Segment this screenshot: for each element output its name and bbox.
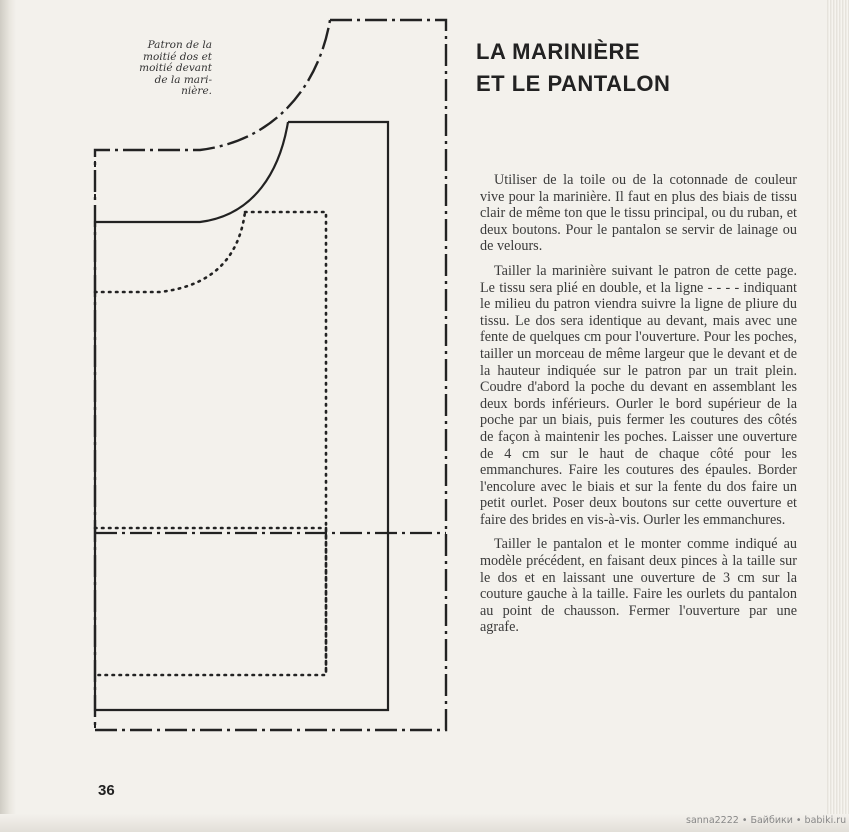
pattern-middle-outline [95, 122, 388, 710]
pattern-caption: Patron de la moitié dos et moitié devant de la mari- nière. [139, 39, 212, 97]
pattern-inner-outline [95, 212, 326, 675]
instructions-text [480, 172, 797, 644]
title-line-2: ET LE PANTALON [476, 71, 671, 96]
paragraph-mariniere: Tailler la marinière suivant le patron de cette page. Le tissu sera plié en double, et la ligne - - - - indiquant le milieu du patron viendra suivre la ligne de pliure du tissu. Le dos sera identique au devant, mais avec une fente de quelques cm pour l'ouverture. Pour les poches, tailler un morceau de même largeur que le devant et de la hauteur indiquée sur le patron par un trait plein. Coudre d'abord la poche du devant en assemblant les deux bords inférieurs. Ourler le bord supérieur de la poche par un biais, puis fermer les coutures des côtés de façon à maintenir les poches. Laisser une ouverture de 4 cm sur le haut de chaque côté pour les emmanchures. Faire les coutures des épaules. Border l'encolure avec le biais et sur la fente du dos faire un petit ourlet. Poser deux boutons sur cette ouverture et faire des brides en vis-à-vis. Ourler les emmanchures. [480, 262, 797, 528]
pattern-pocket-line [95, 528, 326, 675]
title-line-1: LA MARINIÈRE [476, 39, 641, 64]
paragraph-pantalon: Tailler le pantalon et le monter comme indiqué au modèle précédent, en faisant deux pinces à la taille sur le dos et en laissant une ouverture de 3 cm sur la couture gauche à la taille. Faire les ourlets du pantalon au point de chausson. Fermer l'ouverture par une agrafe. [480, 536, 797, 636]
pattern-outer-outline [95, 20, 446, 730]
page-title [476, 36, 670, 100]
page-number: 36 [98, 782, 115, 799]
paragraph-materials: Utiliser de la toile ou de la cotonnade de couleur vive pour la marinière. Il faut en plus des biais de tissu clair de même ton que le tissu principal, ou du ruban, et deux boutons. Pour le pantalon se servir de lainage ou de velours. [480, 172, 797, 255]
watermark: sanna2222 • Байбики • babiki.ru [686, 815, 847, 826]
